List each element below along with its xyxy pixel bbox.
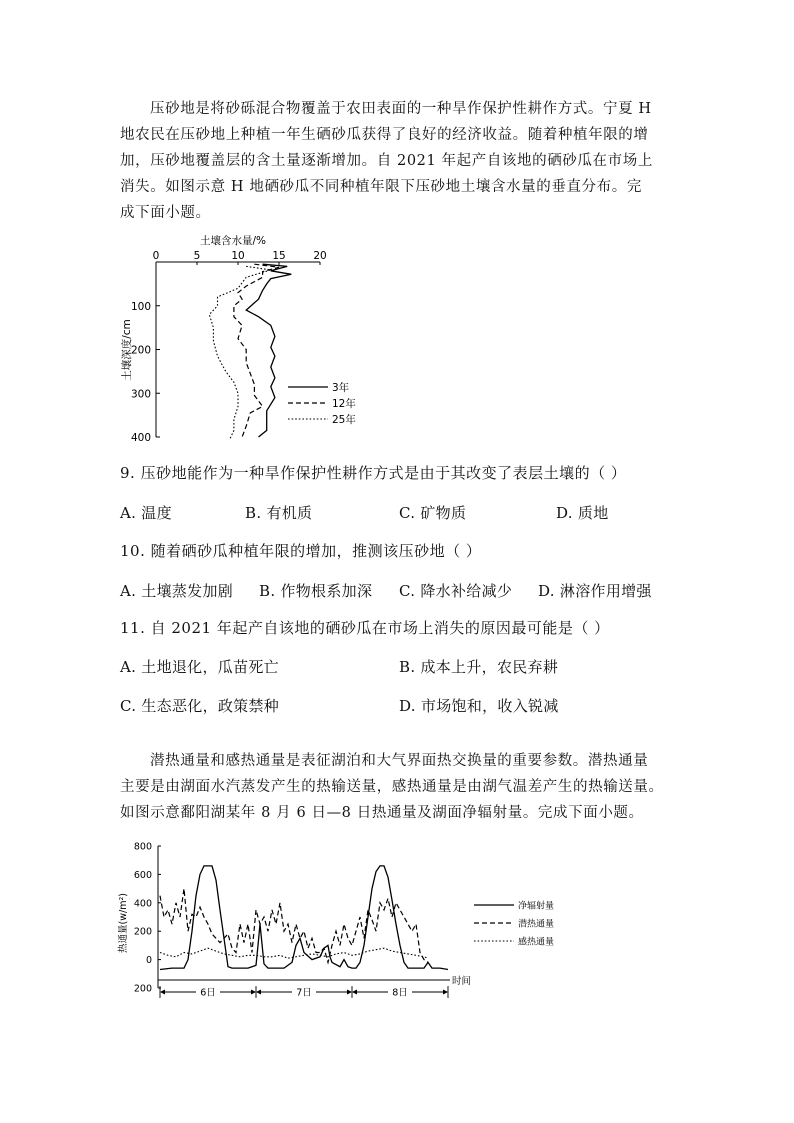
chart2-arrow-head: [251, 990, 256, 995]
chart2-y-tick-label: 0: [145, 955, 152, 967]
heat-flux-chart: [112, 838, 582, 1008]
chart1-ylabel: 土壤深度/cm: [121, 319, 133, 381]
chart1-x-tick-label: 10: [231, 250, 245, 262]
q9-option-d[interactable]: D. 质地: [556, 504, 609, 522]
q11-option-d[interactable]: D. 市场饱和，收入锐减: [399, 697, 559, 715]
q9-option-c[interactable]: C. 矿物质: [399, 504, 467, 522]
passage-1-line: 成下面小题。: [120, 205, 211, 221]
question-11-stem: 11. 自 2021 年起产自该地的硒砂瓜在市场上消失的原因最可能是（ ）: [120, 619, 610, 637]
chart1-legend-label: 25年: [332, 414, 356, 426]
chart2-arrow-head: [347, 990, 352, 995]
chart1-y-tick-label: 200: [130, 344, 151, 357]
q9-option-b[interactable]: B. 有机质: [245, 504, 313, 522]
chart1-y-tick-label: 400: [130, 432, 151, 444]
chart2-day-label: 8日: [392, 987, 408, 999]
chart2-ylabel: 热通量(w/m²): [118, 893, 129, 953]
chart2-y-tick-label: 600: [133, 869, 152, 881]
chart2-arrow-head: [352, 990, 357, 995]
chart1-x-tick-label: 15: [272, 250, 286, 262]
q10-option-c[interactable]: C. 降水补给减少: [399, 582, 513, 600]
passage-1-line: 消失。如图示意 H 地硒砂瓜不同种植年限下压砂地土壤含水量的垂直分布。完: [120, 179, 642, 195]
chart2-y-tick-label: 200: [133, 926, 152, 938]
passage-2-line: 如图示意鄱阳湖某年 8 月 6 日—8 日热通量及湖面净辐射量。完成下面小题。: [120, 805, 644, 821]
question-10-stem: 10. 随着硒砂瓜种植年限的增加，推测该压砂地（ ）: [120, 542, 482, 560]
chart1-y-tick-label: 100: [130, 300, 151, 313]
q10-option-a[interactable]: A. 土壤蒸发加剧: [120, 582, 234, 600]
chart2-y-tick-label: 200: [133, 983, 152, 995]
q11-option-b[interactable]: B. 成本上升，农民弃耕: [399, 658, 559, 676]
passage-1-line: 压砂地是将砂砾混合物覆盖于农田表面的一种旱作保护性耕作方式。宁夏 H: [150, 101, 652, 117]
chart1-legend-label: 12年: [332, 398, 356, 410]
chart2-legend-label: 潜热通量: [518, 919, 555, 930]
chart1-legend-label: 3年: [332, 382, 350, 394]
chart2-legend-label: 感热通量: [518, 937, 555, 948]
q11-option-a[interactable]: A. 土地退化，瓜苗死亡: [120, 658, 279, 676]
passage-1: [120, 96, 680, 226]
q9-option-a[interactable]: A. 温度: [120, 504, 172, 522]
chart1-x-tick-label: 0: [152, 250, 160, 262]
chart2-arrow-head: [256, 990, 261, 995]
chart2-arrow-head: [443, 990, 448, 995]
passage-2-line: 潜热通量和感热通量是表征湖泊和大气界面热交换量的重要参数。潜热通量: [150, 753, 649, 769]
chart2-y-tick-label: 800: [133, 841, 152, 853]
passage-1-line: 地农民在压砂地上种植一年生硒砂瓜获得了良好的经济收益。随着种植年限的增: [120, 127, 649, 143]
chart2-day-label: 7日: [296, 987, 312, 999]
q10-option-d[interactable]: D. 淋溶作用增强: [538, 582, 652, 600]
chart2-day-label: 6日: [200, 987, 216, 999]
chart1-x-tick-label: 5: [193, 250, 201, 262]
soil-moisture-chart: [110, 232, 356, 447]
chart1-xlabel: 土壤含水量/%: [200, 235, 267, 247]
chart2-arrow-head: [160, 990, 165, 995]
chart1-y-tick-label: 300: [130, 388, 151, 401]
q11-option-c[interactable]: C. 生态恶化，政策禁种: [120, 697, 280, 715]
question-9-stem: 9. 压砂地能作为一种旱作保护性耕作方式是由于其改变了表层土壤的（ ）: [120, 464, 627, 482]
chart1-x-tick-label: 20: [313, 250, 327, 262]
chart2-y-tick-label: 400: [133, 898, 152, 910]
q10-option-b[interactable]: B. 作物根系加深: [259, 582, 373, 600]
passage-2: [120, 748, 688, 826]
chart2-legend-label: 净辐射量: [518, 901, 555, 912]
passage-2-line: 主要是由湖面水汽蒸发产生的热输送量，感热通量是由湖气温差产生的热输送量。: [120, 779, 664, 795]
chart2-xlabel: 时间: [452, 976, 472, 987]
passage-1-line: 加，压砂地覆盖层的含土量逐渐增加。自 2021 年起产自该地的硒砂瓜在市场上: [120, 153, 653, 169]
